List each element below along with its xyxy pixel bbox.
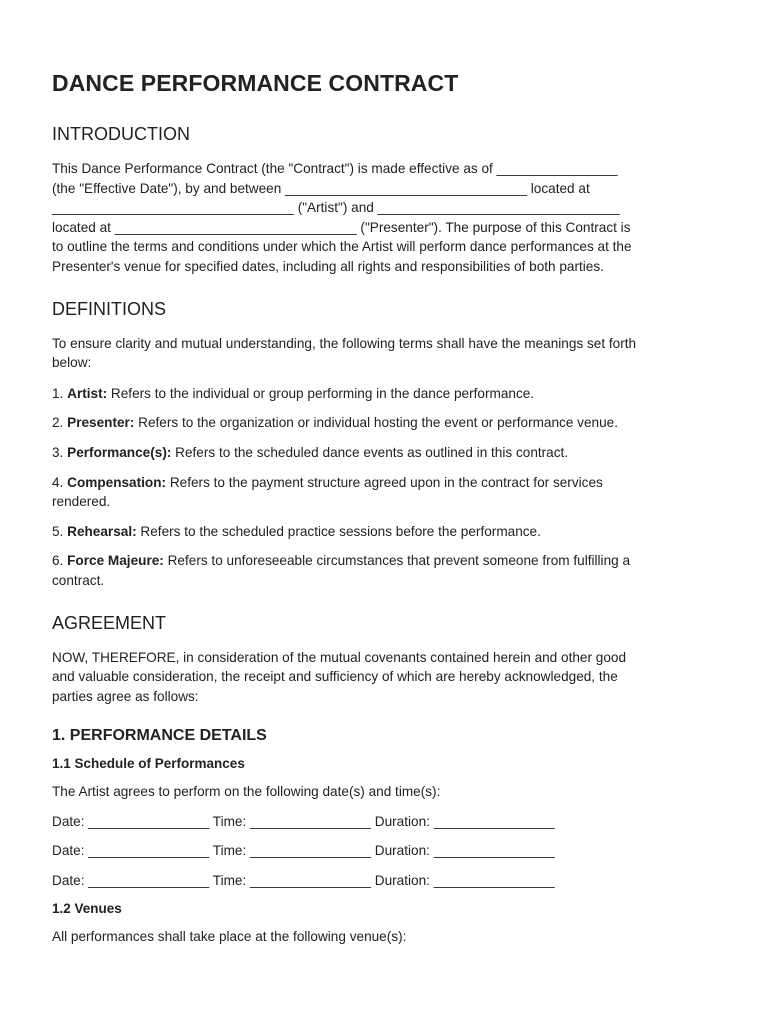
definition-item-compensation <box>52 473 718 512</box>
definition-number: 3. <box>52 444 68 460</box>
schedule-heading: 1.1 Schedule of Performances <box>52 756 245 772</box>
definition-number: 2. <box>52 415 68 431</box>
venues-text: All performances shall take place at the following venue(s): <box>52 928 407 944</box>
definition-text: Refers to the organization or individual hosting the event or performance venue. <box>134 415 618 431</box>
agreement-section <box>52 613 718 707</box>
introduction-paragraph <box>52 159 718 277</box>
intro-line: to outline the terms and conditions under which the Artist will perform dance performances at the <box>52 239 632 255</box>
agreement-line: parties agree as follows: <box>52 688 199 704</box>
definition-term: Rehearsal: <box>67 523 137 539</box>
definition-text: Refers to unforeseeable circumstances that prevent someone from fulfilling a <box>163 553 631 569</box>
document-title: DANCE PERFORMANCE CONTRACT <box>52 70 459 96</box>
definition-item-performance <box>52 443 718 463</box>
definition-item-force-majeure <box>52 551 718 590</box>
duration-field: Duration: ________________ <box>374 843 555 859</box>
definition-text: Refers to the individual or group performing in the dance performance. <box>107 385 535 401</box>
venues-heading: 1.2 Venues <box>52 900 122 916</box>
definition-text-continued: rendered. <box>52 494 111 510</box>
date-field: Date: ________________ <box>52 843 210 859</box>
definition-number: 5. <box>52 523 68 539</box>
definition-item-presenter <box>52 413 718 433</box>
time-field: Time: ________________ <box>212 843 371 859</box>
definitions-intro-line: To ensure clarity and mutual understanding, the following terms shall have the meanings set forth <box>52 335 637 351</box>
definition-item-artist <box>52 384 718 404</box>
definition-text-continued: contract. <box>52 572 105 588</box>
duration-field: Duration: ________________ <box>374 813 555 829</box>
definition-term: Presenter: <box>67 415 135 431</box>
schedule-row <box>52 871 718 891</box>
definition-number: 6. <box>52 553 68 569</box>
performance-details-heading: 1. PERFORMANCE DETAILS <box>52 727 267 745</box>
intro-line: Presenter's venue for specified dates, including all rights and responsibilities of both parties. <box>52 258 604 274</box>
definition-number: 4. <box>52 474 68 490</box>
agreement-line: and valuable consideration, the receipt and sufficiency of which are hereby acknowledged, the <box>52 669 618 685</box>
definitions-intro-line: below: <box>52 355 92 371</box>
schedule-text: The Artist agrees to perform on the following date(s) and time(s): <box>52 784 441 800</box>
definition-term: Compensation: <box>67 474 167 490</box>
time-field: Time: ________________ <box>212 813 371 829</box>
introduction-section <box>52 124 718 277</box>
intro-line: located at ________________________________ ("Presenter"). The purpose of this Contract is <box>52 219 631 235</box>
schedule-row <box>52 841 718 861</box>
performance-details-section <box>52 727 718 946</box>
definition-text: Refers to the scheduled dance events as outlined in this contract. <box>171 444 569 460</box>
agreement-heading: AGREEMENT <box>52 612 167 633</box>
definitions-heading: DEFINITIONS <box>52 298 167 319</box>
definition-term: Force Majeure: <box>67 553 164 569</box>
definitions-section <box>52 299 718 591</box>
time-field: Time: ________________ <box>212 873 371 889</box>
date-field: Date: ________________ <box>52 873 210 889</box>
definition-text: Refers to the payment structure agreed upon in the contract for services <box>166 474 603 490</box>
definition-text: Refers to the scheduled practice sessions before the performance. <box>136 523 541 539</box>
agreement-line: NOW, THEREFORE, in consideration of the mutual covenants contained herein and other good <box>52 649 627 665</box>
definition-item-rehearsal <box>52 522 718 542</box>
intro-line: ________________________________ ("Artist") and ________________________________ <box>52 200 620 216</box>
definition-number: 1. <box>52 385 68 401</box>
duration-field: Duration: ________________ <box>374 873 555 889</box>
definition-term: Performance(s): <box>67 444 172 460</box>
agreement-paragraph <box>52 648 718 707</box>
introduction-heading: INTRODUCTION <box>52 124 190 144</box>
definitions-intro <box>52 334 718 373</box>
definition-term: Artist: <box>67 385 108 401</box>
schedule-row <box>52 812 718 832</box>
intro-line: This Dance Performance Contract (the "Contract") is made effective as of ________________ <box>52 161 618 176</box>
date-field: Date: ________________ <box>52 813 210 829</box>
intro-line: (the "Effective Date"), by and between ________________________________ located at <box>52 180 590 196</box>
